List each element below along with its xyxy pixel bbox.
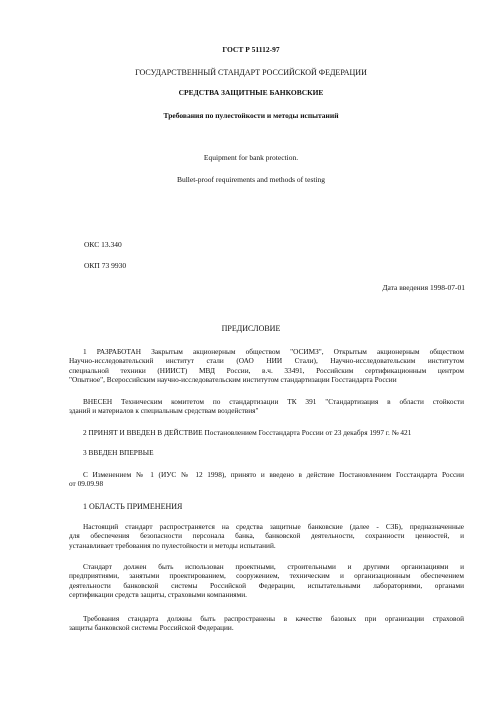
english-subtitle: Bullet-proof requirements and methods of testing xyxy=(176,175,326,184)
paragraph-line: устанавливает требования по пулестойкости и методы испытаний. xyxy=(69,540,276,550)
paragraph-line: Научно-исследовательский институт стали (ОАО НИИ Стали), Научно-исследовательским институтом xyxy=(69,356,464,366)
paragraph-line: 1 РАЗРАБОТАН Закрытым акционерным обществом "ОСИМЗ", Открытым акционерным обществом xyxy=(83,347,464,356)
scope-paragraph-1 xyxy=(69,522,464,550)
paragraph-line: ВНЕСЕН Техническим комитетом по стандартизации ТК 391 "Стандартизация в области стойкости xyxy=(83,397,464,406)
adopted-paragraph xyxy=(69,428,464,437)
okp-code: ОКП 73 9930 xyxy=(84,261,127,270)
paragraph-line: предприятиями, занятыми проектированием, сооружением, техническим и организационным обеспечением xyxy=(69,571,464,581)
scope-paragraph-3 xyxy=(69,614,464,633)
amendment-paragraph xyxy=(69,470,464,489)
doc-subtitle: Требования по пулестойкости и методы испытаний xyxy=(163,111,339,120)
paragraph-line: деятельности банковской системы Российской Федерации, испытательными лабораториями, органами xyxy=(69,580,464,590)
scope-heading: 1 ОБЛАСТЬ ПРИМЕНЕНИЯ xyxy=(83,502,183,511)
scope-paragraph-2 xyxy=(69,562,464,599)
state-standard-heading: ГОСУДАРСТВЕННЫЙ СТАНДАРТ РОССИЙСКОЙ ФЕДЕРАЦИИ xyxy=(135,68,367,77)
first-time-paragraph xyxy=(69,448,464,457)
paragraph-line: С Изменением № 1 (ИУС № 12 1998), принято и введено в действие Постановлением Госстандарта России xyxy=(83,470,464,479)
paragraph-line: 2 ПРИНЯТ И ВВЕДЕН В ДЕЙСТВИЕ Постановлением Госстандарта России от 23 декабря 1997 г. № 421 xyxy=(83,428,412,437)
introduction-date: Дата введения 1998-07-01 xyxy=(382,283,465,292)
doc-code: ГОСТ Р 51112-97 xyxy=(222,45,280,54)
paragraph-line: для обеспечения безопасности персонала банка, банковской деятельности, сохранности ценностей, и xyxy=(69,531,464,541)
paragraph-line: Требования стандарта должны быть распространены в качестве базовых при организации страховой xyxy=(83,614,464,623)
paragraph-line: "Опытное", Всероссийским научно-исследовательским институтом стандартизации Госстандарта России xyxy=(69,374,397,384)
paragraph-line: Настоящий стандарт распространяется на средства защитные банковские (далее - СЗБ), предназначенные xyxy=(83,522,464,531)
introduced-by-paragraph xyxy=(69,397,464,416)
paragraph-line: специальной техники (НИИСТ) МВД России, в.ч. 33491, Российским сертификационным центром xyxy=(69,365,464,375)
paragraph-line: 3 ВВЕДЕН ВПЕРВЫЕ xyxy=(83,448,154,457)
paragraph-line: от 09.09.98 xyxy=(69,479,104,489)
english-title: Equipment for bank protection. xyxy=(203,153,299,162)
paragraph-line: защиты банковской системы Российской Федерации. xyxy=(69,623,234,633)
paragraph-line: зданий и материалов к специальным средствам воздействия" xyxy=(69,406,259,416)
doc-title: СРЕДСТВА ЗАЩИТНЫЕ БАНКОВСКИЕ xyxy=(178,88,324,97)
foreword-heading: ПРЕДИСЛОВИЕ xyxy=(221,324,281,333)
paragraph-line: Стандарт должен быть использован проектными, строительными и другими организациями и xyxy=(83,562,464,571)
oks-code: ОКС 13.340 xyxy=(84,240,122,249)
paragraph-line: сертификации средств защиты, страховыми компаниями. xyxy=(69,589,247,599)
developed-by-paragraph xyxy=(69,347,464,384)
